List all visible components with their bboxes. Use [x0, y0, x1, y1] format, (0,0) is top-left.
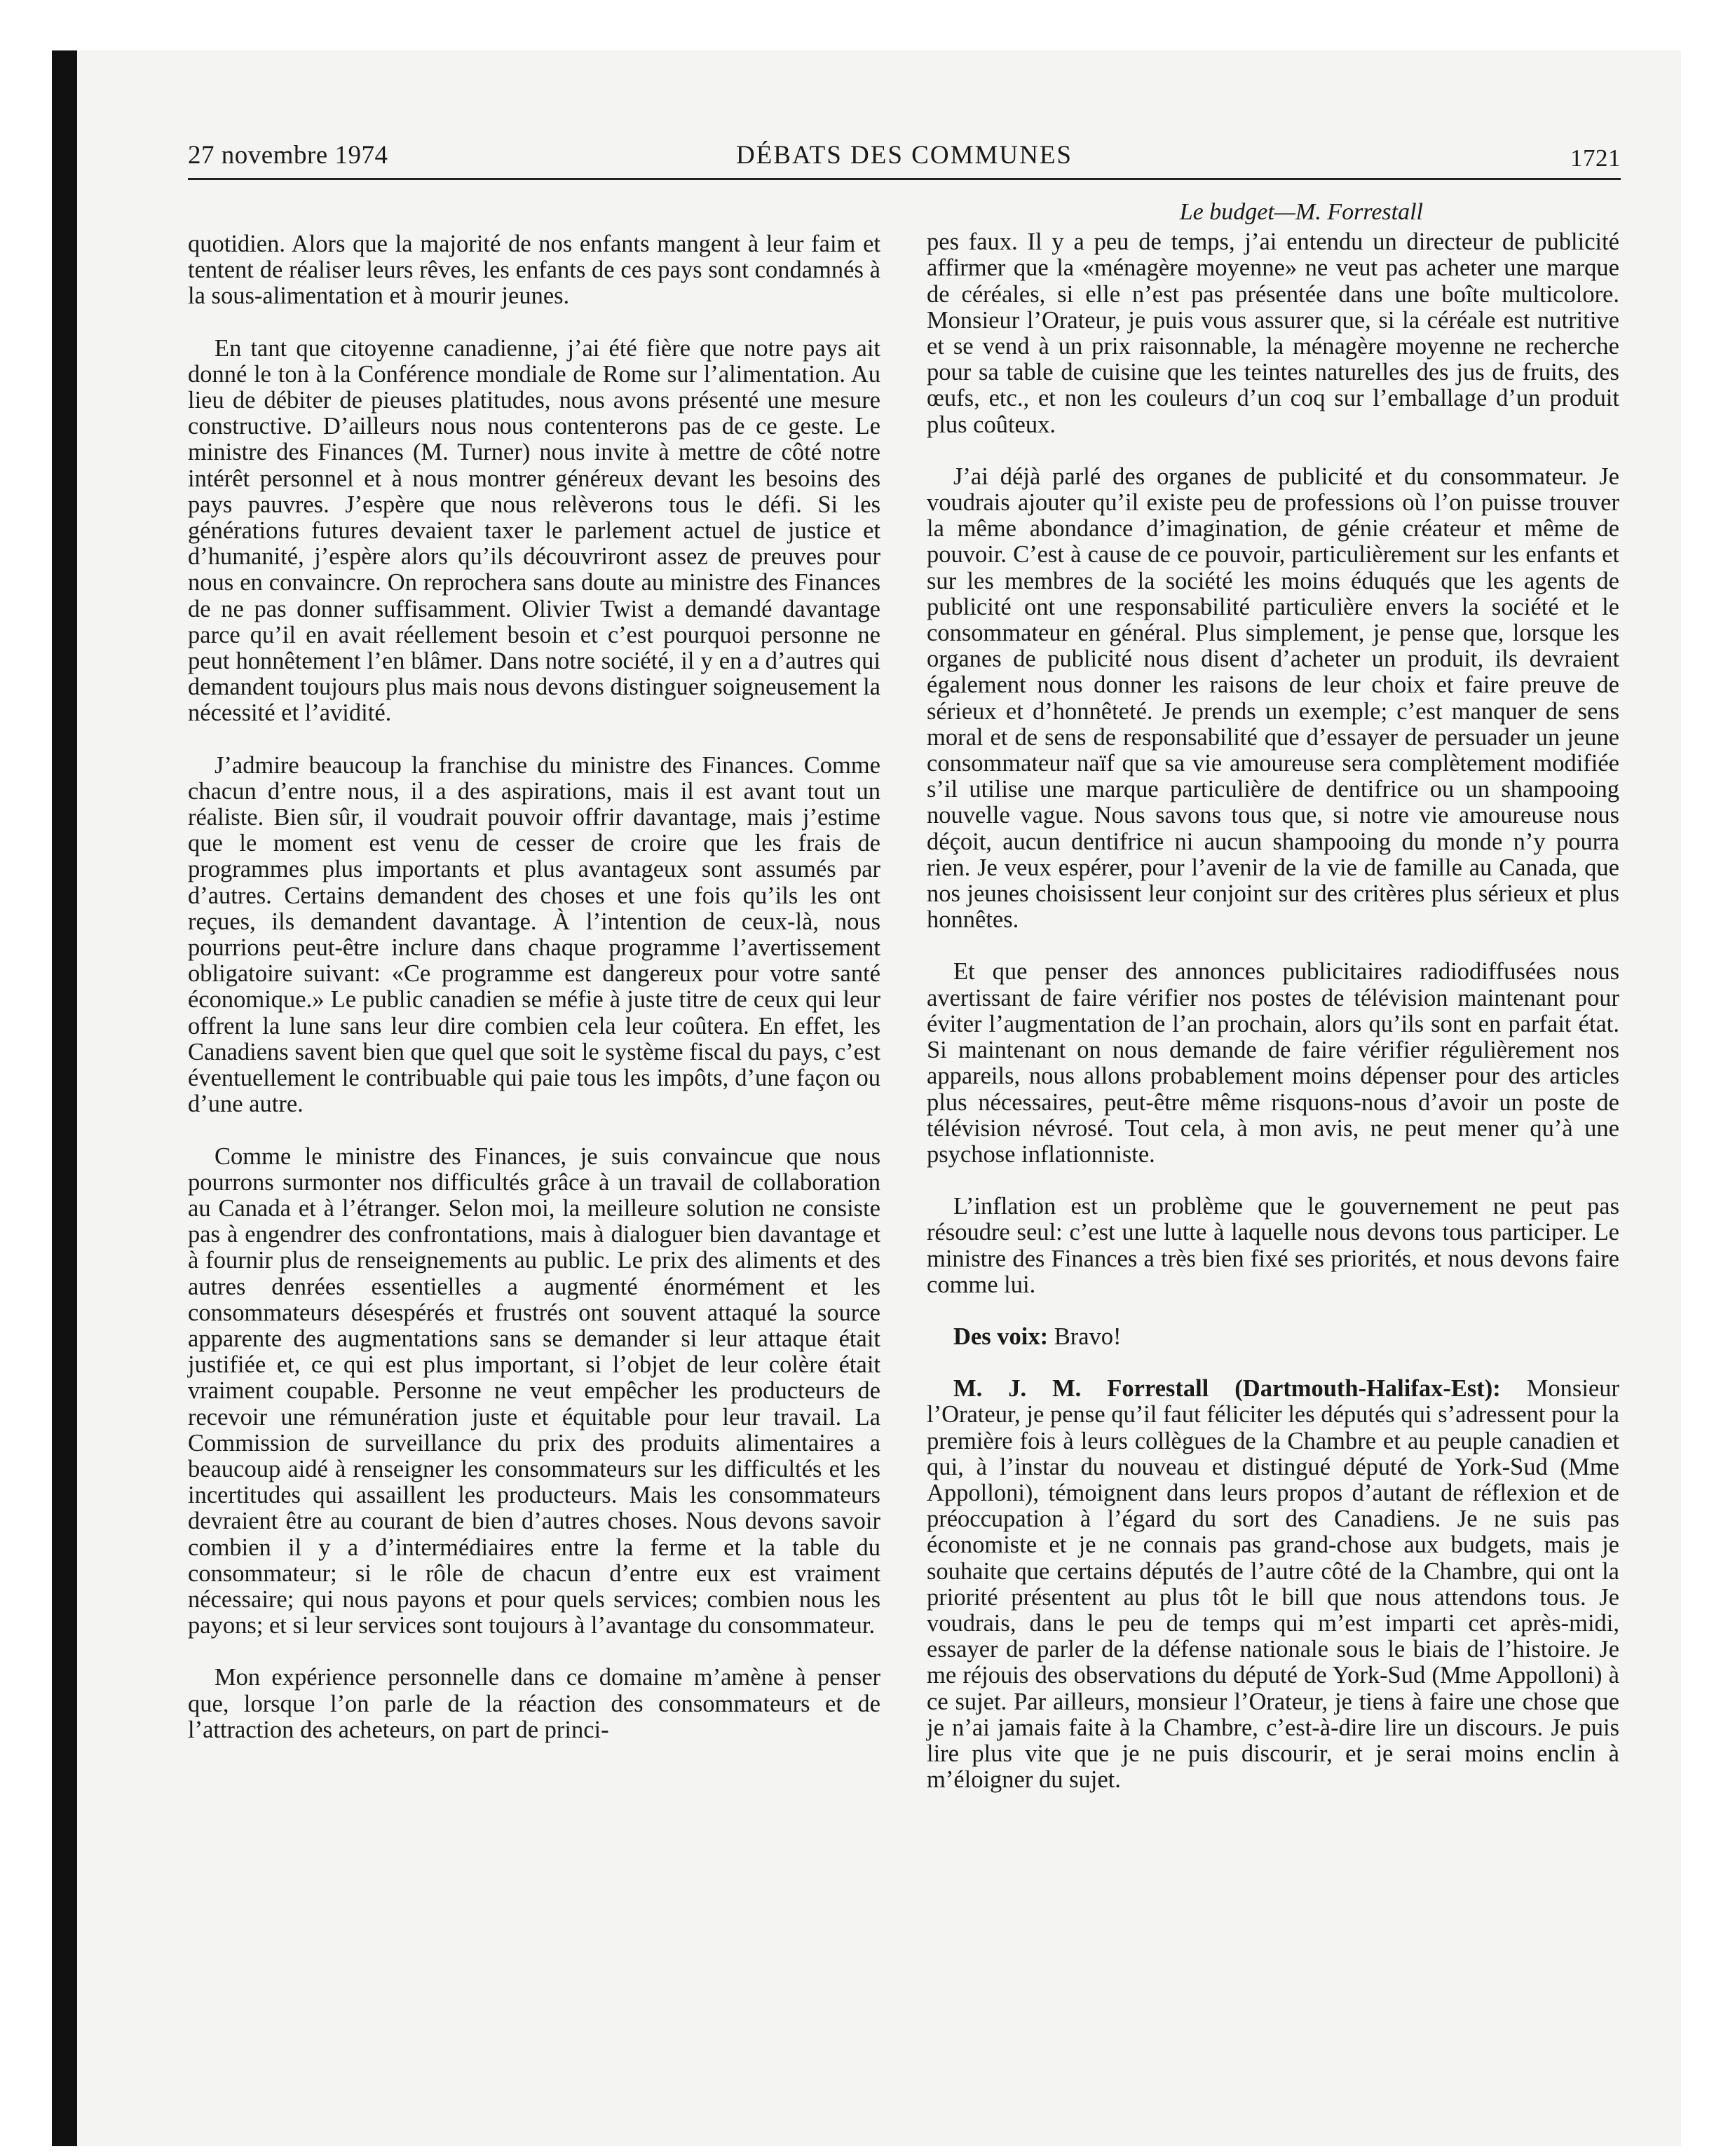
header-date: 27 novembre 1974: [188, 141, 388, 170]
speaker-name: Des voix:: [953, 1323, 1049, 1350]
left-column: [188, 231, 880, 1769]
paragraph: pes faux. Il y a peu de temps, j’ai entendu un directeur de publicité affirmer que la «ménagère moyenne» ne veut pas acheter une marque de céréales, si elle n’est pas présentée dans une boîte multicolore. Monsieur l’Orateur, je puis vous assurer que, si la céréale est nutritive et se vend à un prix raisonnable, la ménagère moyenne ne recherche pour sa table de cuisine que les teintes naturelles des jus de fruits, des œufs, etc., et non les couleurs d’un coq sur l’emballage d’un produit plus coûteux.: [927, 228, 1619, 438]
speech: [927, 1376, 1619, 1793]
speech-text: Monsieur l’Orateur, je pense qu’il faut féliciter les députés qui s’adressent pour la première fois à leurs collègues de la Chambre et au peuple canadien et qui, à l’instar du nouveau et distingué député de York-Sud (Mme Appolloni), témoignent dans leurs propos d’autant de réflexion et de préoccupation à l’égard du sort des Canadiens. Je ne suis pas économiste et je ne connais pas grand-chose aux budgets, mais je souhaite que certains députés de l’autre côté de la Chambre, qui ont la priorité présentent au plus tôt le bill que nous attendons tous. Je voudrais, dans le peu de temps qui m’est imparti cet après-midi, essayer de parler de la défense nationale sous le biais de l’histoire. Je me réjouis des observations du député de York-Sud (Mme Appolloni) à ce sujet. Par ailleurs, monsieur l’Orateur, je tiens à faire une chose que je n’ai jamais faite à la Chambre, c’est-à-dire lire un discours. Je puis lire plus vite que je ne puis discourir, et je serai moins enclin à m’éloigner du sujet.: [927, 1375, 1619, 1794]
paragraph: Et que penser des annonces publicitaires radiodiffusées nous avertissant de faire vérifier nos postes de télévision maintenant pour éviter l’augmentation de l’an prochain, alors qu’ils sont en parfait état. Si maintenant on nous demande de faire vérifier régulièrement nos appareils, nous allons probablement moins dépenser pour des articles plus nécessaires, peut-être même risquons-nous d’avoir un poste de télévision névrosé. Tout cela, à mon avis, ne peut mener qu’à une psychose inflationniste.: [927, 958, 1619, 1168]
paragraph: Comme le ministre des Finances, je suis convaincue que nous pourrons surmonter nos difficultés grâce à un travail de collaboration au Canada et à l’étranger. Selon moi, la meilleure solution ne consiste pas à engendrer des confrontations, mais à dialoguer bien davantage et à fournir plus de renseignements au public. Le prix des aliments et des autres denrées essentielles a augmenté énormément et les consommateurs désespérés et frustrés ont souvent attaqué la source apparente des augmentations sans se demander si leur attaque était justifiée et, ce qui est plus important, si l’objet de leur colère était vraiment coupable. Personne ne veut empêcher les producteurs de recevoir une rémunération juste et équitable pour leur travail. La Commission de surveillance du prix des produits alimentaires a beaucoup aidé à renseigner les consommateurs sur les difficultés et les incertitudes qui assaillent les producteurs. Mais les consommateurs devraient être au courant de bien d’autres choses. Nous devons savoir combien il y a d’intermédiaires entre la ferme et la table du consommateur; si le rôle de chacun d’entre eux est vraiment nécessaire; qui nous payons et pour quels services; combien nous les payons; et si leur services sont toujours à l’avantage du consommateur.: [188, 1142, 880, 1639]
right-column: [927, 199, 1619, 1819]
paragraph: Mon expérience personnelle dans ce domaine m’amène à penser que, lorsque l’on parle de la réaction des consommateurs et de l’attraction des acheteurs, on part de princi-: [188, 1664, 880, 1743]
interjection: [927, 1324, 1619, 1350]
interjection-text: Bravo!: [1054, 1323, 1122, 1350]
page-header: [188, 140, 1621, 180]
paragraph: quotidien. Alors que la majorité de nos enfants mangent à leur faim et tentent de réaliser leurs rêves, les enfants de ces pays sont condamnés à la sous-alimentation et à mourir jeunes.: [188, 231, 880, 310]
running-head: Le budget—M. Forrestall: [1179, 199, 1423, 225]
paragraph: J’admire beaucoup la franchise du ministre des Finances. Comme chacun d’entre nous, il a des aspirations, mais il est avant tout un réaliste. Bien sûr, il voudrait pouvoir offrir davantage, mais j’estime que le moment est venu de cesser de croire que les frais de programmes plus importants et plus avantageux sont assumés par d’autres. Certains demandent des choses et une fois qu’ils les ont reçues, ils demandent davantage. À l’intention de ceux-là, nous pourrions peut-être inclure dans chaque programme l’avertissement obligatoire suivant: «Ce programme est dangereux pour votre santé économique.» Le public canadien se méfie à juste titre de ceux qui leur offrent la lune sans leur dire combien cela leur coûtera. En effet, les Canadiens savent bien que quel que soit le système fiscal du pays, c’est éventuellement le contribuable qui paie tous les impôts, d’une façon ou d’une autre.: [188, 751, 880, 1118]
paragraph: En tant que citoyenne canadienne, j’ai été fière que notre pays ait donné le ton à la Conférence mondiale de Rome sur l’alimentation. Au lieu de débiter de pieuses platitudes, nous avons présenté une mesure constructive. D’ailleurs nous nous contenterons pas de ce geste. Le ministre des Finances (M. Turner) nous invite à mettre de côté notre intérêt personnel et à nous montrer généreux devant les besoins des pays pauvres. J’espère que nous relèverons tous le défi. Si les générations futures devaient taxer le parlement actuel de justice et d’humanité, j’espère alors qu’ils découvriront assez de preuves pour nous en convaincre. On reprochera sans doute au ministre des Finances de ne pas donner suffisamment. Olivier Twist a demandé davantage parce qu’il en avait réellement besoin et c’est pourquoi personne ne peut honnêtement l’en blâmer. Dans notre société, il y en a d’autres qui demandent toujours plus mais nous devons distinguer soigneusement la nécessité et l’avidité.: [188, 334, 880, 727]
scan-edge: [52, 50, 77, 2146]
speaker-name: M. J. M. Forrestall (Dartmouth-Halifax-Est):: [953, 1375, 1501, 1403]
paragraph: J’ai déjà parlé des organes de publicité et du consommateur. Je voudrais ajouter qu’il existe peu de professions où l’on puisse trouver la même abondance d’imagination, de génie créateur et même de pouvoir. C’est à cause de ce pouvoir, particulièrement sur les enfants et sur les membres de la société les moins éduqués que les agents de publicité ont une responsabilité particulière envers la société et le consommateur en général. Plus simplement, je pense que, lorsque les organes de publicité nous disent d’acheter un produit, ils devraient également nous donner les raisons de leur choix et faire preuve de sérieux et d’honnêteté. Je prends un exemple; c’est manquer de sens moral et de sens de responsabilité que d’essayer de persuader un jeune consommateur naïf que sa vie amoureuse sera complètement modifiée s’il utilise une marque particulière de dentifrice ou un shampooing nouvelle vague. Nous savons tous que, si notre vie amoureuse nous déçoit, aucun dentifrice ni aucun shampooing du monde n’y pourra rien. Je veux espérer, pour l’avenir de la vie de famille au Canada, que nos jeunes choisissent leur conjoint sur des critères plus sérieux et plus honnêtes.: [927, 463, 1619, 934]
paragraph: L’inflation est un problème que le gouvernement ne peut pas résoudre seul: c’est une lutte à laquelle nous devons tous participer. Le ministre des Finances a très bien fixé ses priorités, et nous devons faire comme lui.: [927, 1193, 1619, 1298]
journal-title: DÉBATS DES COMMUNES: [735, 141, 1073, 170]
page-number: 1721: [1570, 144, 1621, 172]
